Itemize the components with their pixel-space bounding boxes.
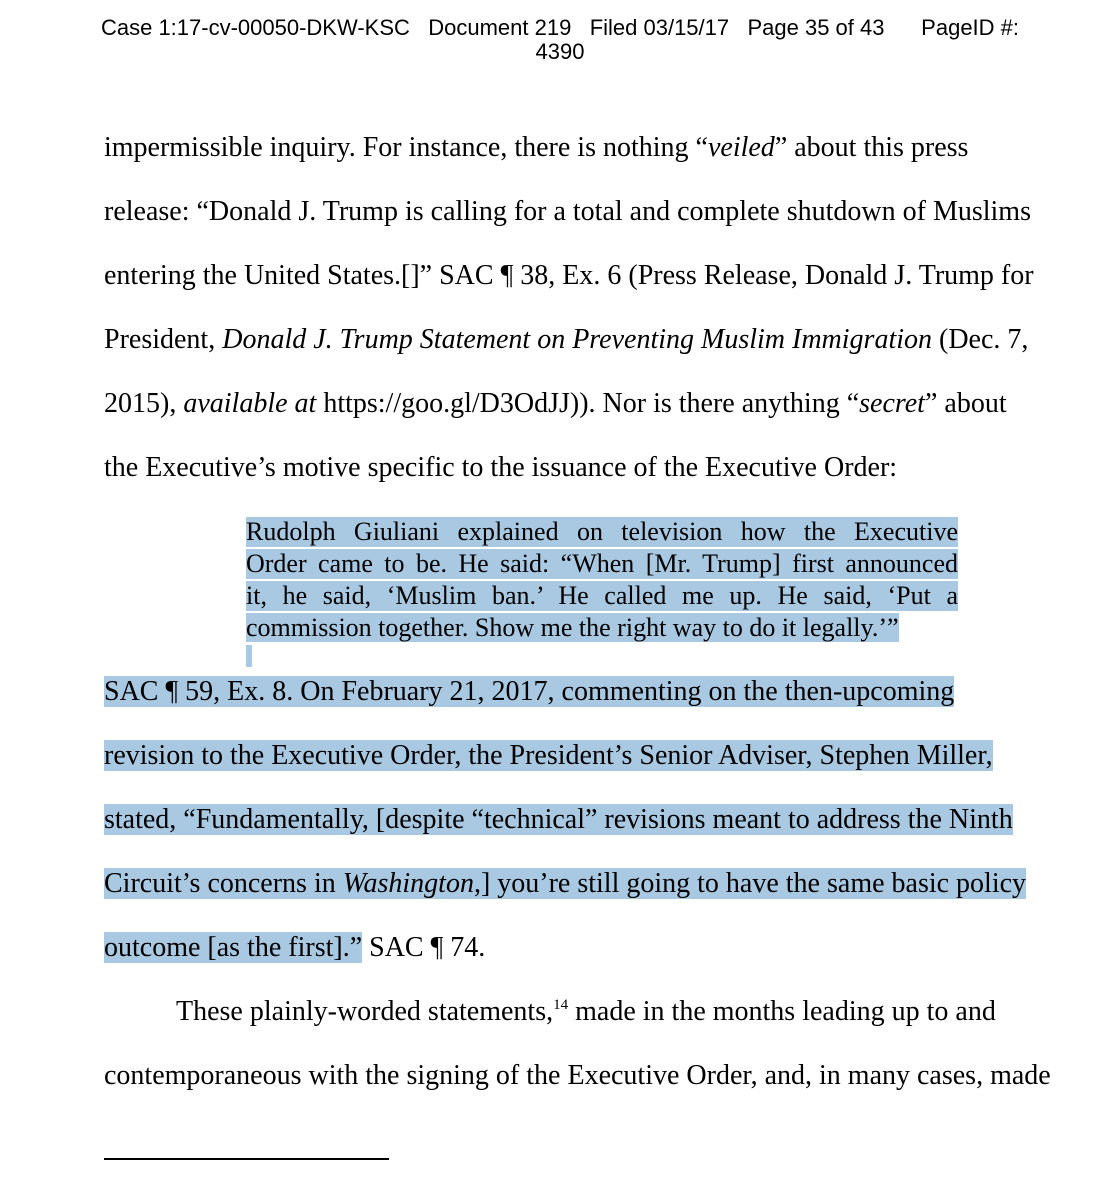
highlighted-text: stated, “Fundamentally, [despite “technical” revisions meant to address the Ninth [104, 804, 1013, 835]
footnote-marker[interactable]: 14 [553, 997, 569, 1013]
citation-title: Donald J. Trump Statement on Preventing Muslim Immigration [222, 324, 933, 355]
filed-date: Filed 03/15/17 [589, 15, 730, 40]
pageid-value: 4390 [535, 39, 585, 64]
paragraph1-line-1: impermissible inquiry. For instance, there is nothing “veiled” about this press [104, 132, 969, 163]
highlighted-text: commission together. Show me the right way to do it legally.’” [246, 613, 899, 642]
paragraph3-line-1: These plainly-worded statements,$^{14}$ made in the months leading up to and [176, 996, 996, 1027]
document-number: Document 219 [428, 15, 572, 40]
paragraph2-line-3 [104, 802, 1013, 838]
paragraph1-line-3: entering the United States.[]” SAC ¶ 38, Ex. 6 (Press Release, Donald J. Trump for [104, 260, 1034, 291]
paragraph3-line-2: contemporaneous with the signing of the Executive Order, and, in many cases, made [104, 1060, 1051, 1091]
paragraph1-line-4: President, Donald J. Trump Statement on Preventing Muslim Immigration (Dec. 7, [104, 324, 1029, 355]
highlighted-text: Order came to be. He said: “When [Mr. Trump] first announced [246, 549, 958, 578]
paragraph2-line-4 [104, 866, 1026, 902]
paragraph1-line-2: release: “Donald J. Trump is calling for a total and complete shutdown of Muslims [104, 196, 1031, 227]
quote-line-3 [246, 581, 958, 611]
highlighted-text: Rudolph Giuliani explained on television how the Executive [246, 517, 958, 546]
emphasis-secret: secret [859, 388, 925, 419]
paragraph2-line-5: outcome [as the first].” SAC ¶ 74. [104, 932, 486, 963]
quote-line-4 [246, 613, 899, 643]
quote-line-1 [246, 517, 958, 547]
highlighted-text: Circuit’s concerns in Washington,] you’re still going to have the same basic policy [104, 868, 1027, 899]
emphasis-available-at: available at [183, 388, 317, 419]
quote-line-2 [246, 549, 958, 579]
case-name-washington: Washington [342, 868, 474, 899]
paragraph1-line-5: 2015), available at https://goo.gl/D3OdJJ)). Nor is there anything “secret” about [104, 388, 1007, 419]
highlighted-text: outcome [as the first].” [104, 932, 363, 963]
highlighted-text: SAC ¶ 59, Ex. 8. On February 21, 2017, commenting on the then-upcoming [104, 676, 955, 707]
document-header [0, 16, 1120, 64]
highlighted-text: it, he said, ‘Muslim ban.’ He called me up. He said, ‘Put a [246, 581, 958, 610]
footnote-separator [104, 1158, 389, 1160]
paragraph1-line-6: the Executive’s motive specific to the issuance of the Executive Order: [104, 452, 898, 483]
selection-caret [246, 645, 252, 667]
page-number: Page 35 of 43 [747, 15, 885, 40]
case-number: Case 1:17-cv-00050-DKW-KSC [100, 15, 410, 40]
highlighted-text: revision to the Executive Order, the President’s Senior Adviser, Stephen Miller, [104, 740, 993, 771]
header-line-1 [0, 16, 1120, 40]
header-line-2 [0, 40, 1120, 64]
paragraph2-line-2 [104, 738, 993, 774]
paragraph2-line-1 [104, 674, 954, 710]
emphasis-veiled: veiled [707, 132, 775, 163]
pageid-label: PageID #: [921, 15, 1020, 40]
